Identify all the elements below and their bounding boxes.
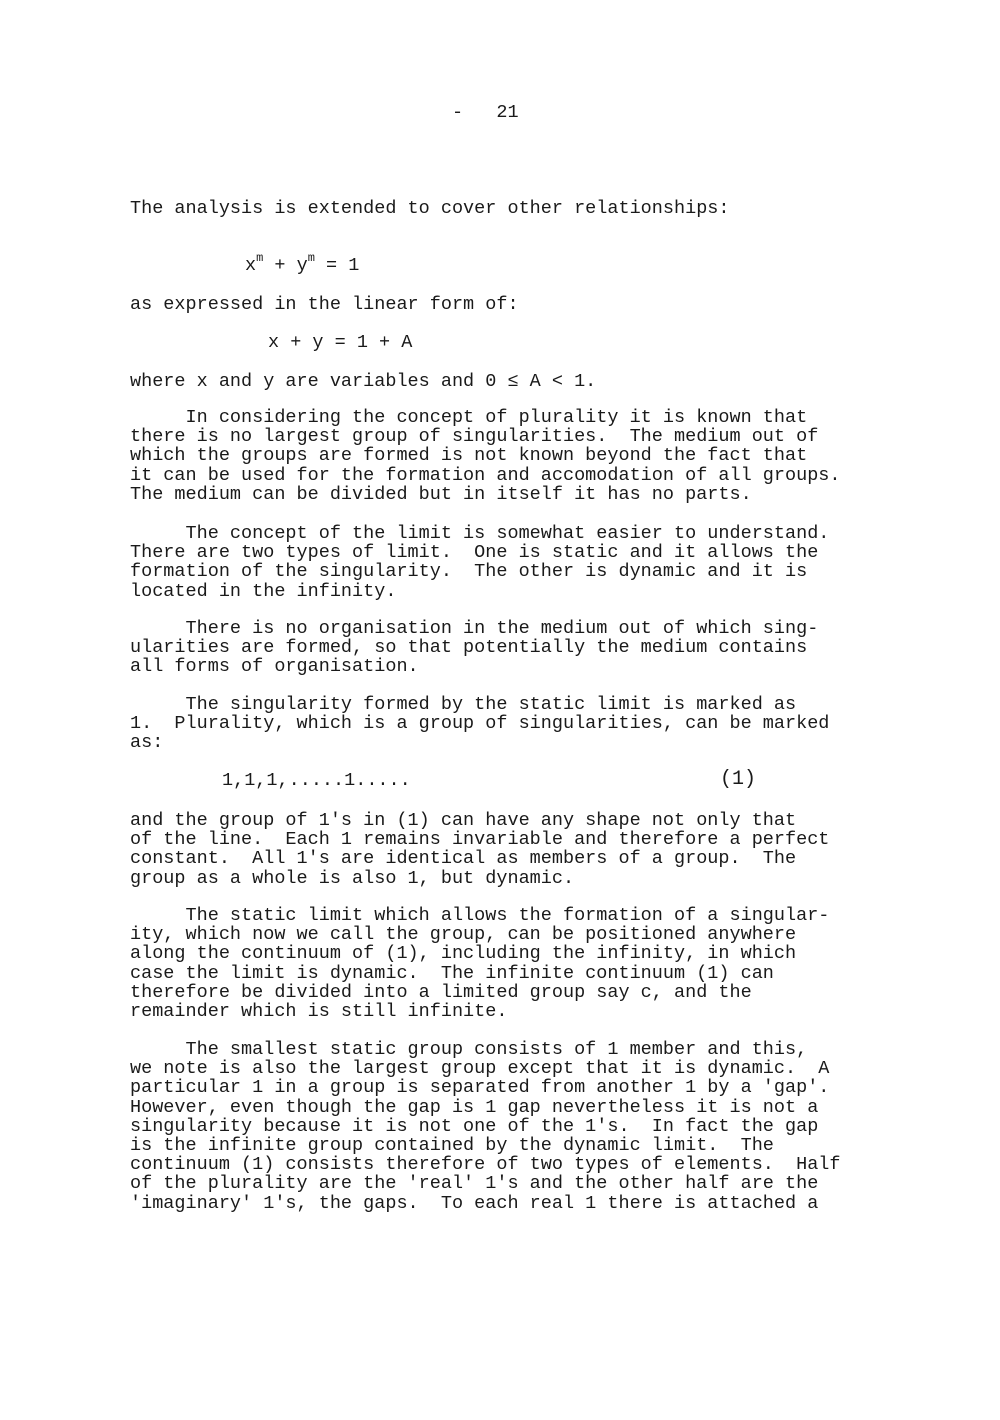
sequence-equation-label: (1)	[720, 768, 757, 791]
text-line: ity, which now we call the group, can be positioned anywhere	[130, 924, 797, 946]
paragraph-singularity	[130, 695, 890, 753]
text-line: The singularity formed by the static limit is marked as	[130, 694, 797, 715]
text-line: group as a whole is also 1, but dynamic.	[130, 867, 575, 889]
text-line: The medium can be divided but in itself it has no parts.	[130, 483, 752, 505]
eq1-plus: +	[263, 255, 297, 276]
equation-power	[245, 251, 360, 276]
eq1-y: y	[296, 255, 308, 276]
text-line: The smallest static group consists of 1 member and this,	[130, 1039, 808, 1060]
paragraph-limit	[130, 524, 890, 601]
text-line: particular 1 in a group is separated from another 1 by a 'gap'.	[130, 1077, 830, 1099]
text-line: continuum (1) consists therefore of two types of elements. Half	[130, 1154, 841, 1176]
text-line: it can be used for the formation and accomodation of all groups.	[130, 464, 841, 486]
text-line: However, even though the gap is 1 gap nevertheless it is not a	[130, 1096, 819, 1118]
text-line: located in the infinity.	[130, 580, 397, 602]
text-line: there is no largest group of singularities. The medium out of	[130, 426, 819, 448]
text-line: constant. All 1's are identical as members of a group. The	[130, 848, 797, 870]
text-line: There are two types of limit. One is static and it allows the	[130, 542, 819, 564]
page-number: - 21	[452, 102, 519, 123]
text-line: ularities are formed, so that potentially the medium contains	[130, 637, 808, 659]
equation-linear: x + y = 1 + A	[268, 332, 413, 353]
sequence-expression: 1,1,1,.....1.....	[222, 770, 411, 791]
text-line: The concept of the limit is somewhat easier to understand.	[130, 523, 830, 544]
text-line: as:	[130, 732, 164, 754]
text-line: The static limit which allows the formation of a singular-	[130, 905, 830, 926]
text-line: of the line. Each 1 remains invariable and therefore a perfect	[130, 829, 830, 851]
text-line: along the continuum of (1), including the infinity, in which	[130, 943, 797, 965]
text-line: 'imaginary' 1's, the gaps. To each real 1 there is attached a	[130, 1192, 819, 1214]
paragraph-static-limit	[130, 906, 890, 1021]
text-line: formation of the singularity. The other is dynamic and it is	[130, 561, 808, 583]
eq1-rhs: = 1	[314, 255, 360, 276]
text-line: therefore be divided into a limited group say c, and the	[130, 981, 752, 1003]
paragraph-smallest-group	[130, 1040, 890, 1213]
text-line: singularity because it is not one of the 1's. In fact the gap	[130, 1115, 819, 1137]
text-line: is the infinite group contained by the dynamic limit. The	[130, 1135, 774, 1157]
text-line: 1. Plurality, which is a group of singularities, can be marked	[130, 713, 830, 735]
text-line: we note is also the largest group except that it is dynamic. A	[130, 1058, 830, 1080]
text-line: and the group of 1's in (1) can have any shape not only that	[130, 810, 797, 831]
paragraph-plurality	[130, 408, 890, 504]
text-line: case the limit is dynamic. The infinite continuum (1) can	[130, 962, 774, 984]
eq1-x-exponent: m	[256, 251, 264, 265]
text-line: all forms of organisation.	[130, 656, 419, 678]
intro-line: The analysis is extended to cover other relationships:	[130, 198, 730, 219]
expressed-line: as expressed in the linear form of:	[130, 294, 519, 315]
eq1-y-exponent: m	[307, 251, 315, 265]
text-line: remainder which is still infinite.	[130, 1001, 508, 1023]
text-line: which the groups are formed is not known beyond the fact that	[130, 445, 808, 467]
text-line: of the plurality are the 'real' 1's and the other half are the	[130, 1173, 819, 1195]
text-line: There is no organisation in the medium out of which sing-	[130, 618, 819, 639]
paragraph-group	[130, 811, 890, 888]
paragraph-organisation	[130, 619, 890, 677]
where-line: where x and y are variables and 0 ≤ A < 1.	[130, 371, 597, 392]
eq1-x: x	[245, 255, 257, 276]
text-line: In considering the concept of plurality it is known that	[130, 407, 808, 428]
